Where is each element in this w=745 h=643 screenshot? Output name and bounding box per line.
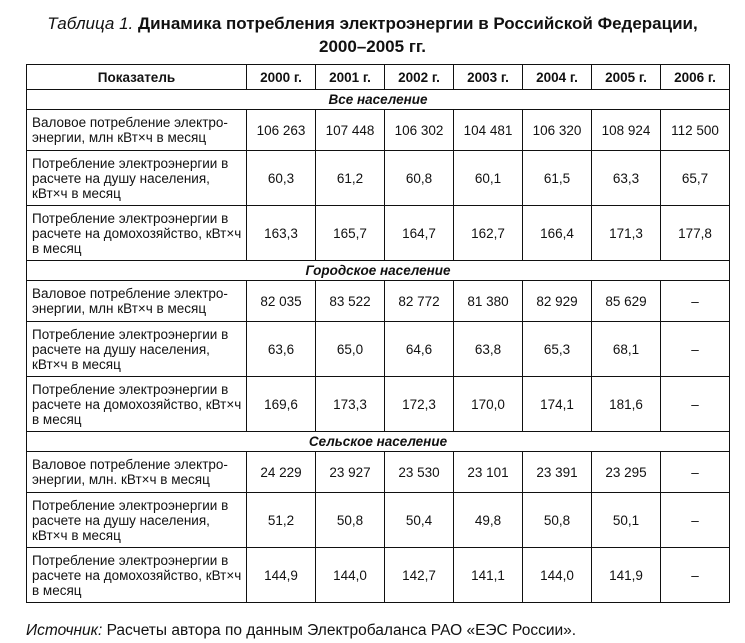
cell-value: 81 380 [454,281,523,322]
cell-value: – [661,281,730,322]
cell-value: 164,7 [385,206,454,261]
row-label: Потребление электроэнергии в расчете на домохозяйство, кВт×ч в месяц [27,377,247,432]
cell-value: 23 927 [316,452,385,493]
row-label: Потребление электроэнергии в расчете на душу населения, кВт×ч в месяц [27,322,247,377]
cell-value: 23 295 [592,452,661,493]
cell-value: 142,7 [385,548,454,603]
source-note [26,622,576,640]
row-label: Потребление электроэнергии в расчете на душу населения, кВт×ч в месяц [27,151,247,206]
consumption-table [26,64,730,603]
table-row [27,110,730,151]
cell-value: 85 629 [592,281,661,322]
cell-value: 172,3 [385,377,454,432]
cell-value: 82 929 [523,281,592,322]
section-title: Городское население [27,261,730,281]
cell-value: 144,9 [247,548,316,603]
row-label: Потребление электроэнергии в расчете на домохозяйство, кВт×ч в месяц [27,548,247,603]
table-row [27,206,730,261]
cell-value: 50,4 [385,493,454,548]
cell-value: 60,8 [385,151,454,206]
cell-value: 63,8 [454,322,523,377]
section-header [27,432,730,452]
table-row [27,322,730,377]
cell-value: 104 481 [454,110,523,151]
table-row [27,452,730,493]
cell-value: 141,9 [592,548,661,603]
header-year: 2006 г. [661,65,730,90]
cell-value: 112 500 [661,110,730,151]
cell-value: 63,6 [247,322,316,377]
cell-value: 64,6 [385,322,454,377]
cell-value: 141,1 [454,548,523,603]
cell-value: – [661,377,730,432]
cell-value: 82 772 [385,281,454,322]
header-year: 2005 г. [592,65,661,90]
cell-value: 23 530 [385,452,454,493]
cell-value: 106 302 [385,110,454,151]
header-row [27,65,730,90]
table-row [27,151,730,206]
table-row [27,548,730,603]
cell-value: 63,3 [592,151,661,206]
table-title-line2: 2000–2005 гг. [319,37,426,56]
cell-value: 173,3 [316,377,385,432]
cell-value: 65,7 [661,151,730,206]
cell-value: 106 263 [247,110,316,151]
cell-value: 50,8 [523,493,592,548]
cell-value: – [661,548,730,603]
cell-value: 83 522 [316,281,385,322]
section-title: Все население [27,90,730,110]
cell-value: 171,3 [592,206,661,261]
cell-value: – [661,493,730,548]
cell-value: 61,2 [316,151,385,206]
cell-value: 49,8 [454,493,523,548]
cell-value: 68,1 [592,322,661,377]
cell-value: 174,1 [523,377,592,432]
cell-value: 144,0 [523,548,592,603]
header-year: 2004 г. [523,65,592,90]
cell-value: 162,7 [454,206,523,261]
table-title-line1: Динамика потребления электроэнергии в Российской Федерации, [138,14,698,33]
cell-value: 144,0 [316,548,385,603]
row-label: Потребление электроэнергии в расчете на домохозяйство, кВт×ч в месяц [27,206,247,261]
header-year: 2003 г. [454,65,523,90]
source-text: Расчеты автора по данным Электробаланса РАО «ЕЭС России». [106,622,577,639]
table-row [27,281,730,322]
table-number: Таблица 1. [47,14,134,33]
cell-value: 108 924 [592,110,661,151]
cell-value: 51,2 [247,493,316,548]
section-header [27,90,730,110]
section-header [27,261,730,281]
cell-value: 23 391 [523,452,592,493]
header-indicator: Показатель [27,65,247,90]
row-label: Валовое потребление электро-энергии, млн. кВт×ч в месяц [27,452,247,493]
cell-value: – [661,452,730,493]
cell-value: 50,8 [316,493,385,548]
source-label: Источник: [26,622,103,639]
cell-value: 50,1 [592,493,661,548]
table-row [27,493,730,548]
header-year: 2002 г. [385,65,454,90]
cell-value: 165,7 [316,206,385,261]
cell-value: 166,4 [523,206,592,261]
cell-value: – [661,322,730,377]
table-title [0,12,745,58]
cell-value: 24 229 [247,452,316,493]
cell-value: 169,6 [247,377,316,432]
section-title: Сельское население [27,432,730,452]
cell-value: 181,6 [592,377,661,432]
cell-value: 106 320 [523,110,592,151]
cell-value: 23 101 [454,452,523,493]
cell-value: 65,3 [523,322,592,377]
cell-value: 82 035 [247,281,316,322]
cell-value: 177,8 [661,206,730,261]
header-year: 2000 г. [247,65,316,90]
header-year: 2001 г. [316,65,385,90]
cell-value: 65,0 [316,322,385,377]
cell-value: 61,5 [523,151,592,206]
cell-value: 60,3 [247,151,316,206]
table-row [27,377,730,432]
cell-value: 107 448 [316,110,385,151]
cell-value: 163,3 [247,206,316,261]
row-label: Потребление электроэнергии в расчете на душу населения, кВт×ч в месяц [27,493,247,548]
row-label: Валовое потребление электро-энергии, млн кВт×ч в месяц [27,281,247,322]
cell-value: 170,0 [454,377,523,432]
cell-value: 60,1 [454,151,523,206]
row-label: Валовое потребление электро-энергии, млн кВт×ч в месяц [27,110,247,151]
